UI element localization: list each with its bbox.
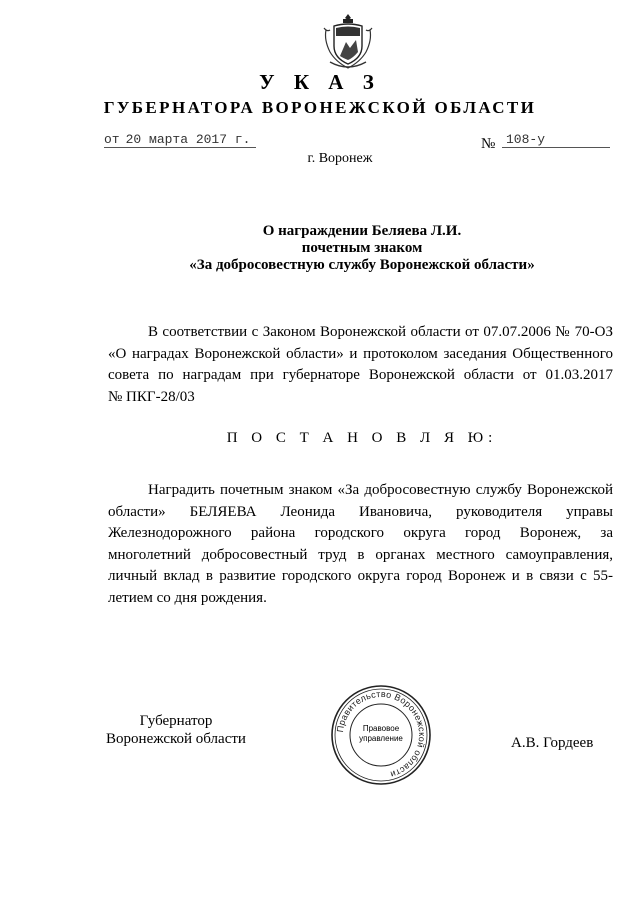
preamble-paragraph — [108, 322, 613, 408]
decree-word: П О С Т А Н О В Л Я Ю: — [226, 430, 498, 446]
number-sign: № — [481, 136, 496, 152]
signatory-position-line: Губернатор — [139, 713, 213, 729]
document-subject — [0, 223, 640, 274]
paragraph-line: В соответствии с Законом Воронежской области от 07.07.2006 № 70-ОЗ — [148, 324, 613, 340]
date-prefix: от — [104, 132, 120, 147]
stamp-inner-line: Правовое — [362, 724, 400, 733]
paragraph-line: многолетний добросовестный труд в органах местного самоуправления, — [108, 546, 613, 563]
paragraph-line: совета по наградам при губернаторе Воронежской области от 01.03.2017 — [108, 367, 613, 383]
signatory-position-line: Воронежской области — [106, 731, 246, 747]
stamp-inner-text — [352, 724, 410, 744]
paragraph-line: Железнодорожного района городского округа город Воронеж, за — [108, 525, 613, 541]
date-field — [104, 132, 256, 148]
paragraph-line: области» БЕЛЯЕВА Леонида Ивановича, руководителя управы — [108, 503, 613, 520]
document-title: У К А З — [259, 70, 381, 94]
signatory-name: А.В. Гордеев — [511, 735, 594, 751]
stamp-inner-line: управление — [359, 734, 403, 743]
coat-of-arms-emblem — [322, 12, 374, 70]
stamp-ring-text: Правительство Воронежской области — [335, 688, 428, 780]
city-name: г. Воронеж — [307, 151, 373, 166]
paragraph-line: личный вклад в развитие городского округа город Воронеж и в связи с 55- — [108, 568, 613, 584]
date-value: 20 марта 2017 г. — [125, 132, 251, 147]
paragraph-line: Наградить почетным знаком «За добросовестную службу Воронежской — [148, 482, 613, 498]
document-issuer: ГУБЕРНАТОРА ВОРОНЕЖСКОЙ ОБЛАСТИ — [103, 98, 537, 117]
signatory-position — [104, 712, 248, 748]
paragraph-line: № ПКГ-28/03 — [108, 388, 195, 405]
paragraph-line: «О наградах Воронежской области» и протоколом заседания Общественного — [108, 345, 613, 362]
subject-line: почетным знаком — [301, 240, 423, 256]
subject-line: О награждении Беляева Л.И. — [262, 223, 462, 239]
paragraph-line: летием со дня рождения. — [108, 589, 267, 606]
document-number: 108-у — [502, 132, 610, 148]
subject-line: «За добросовестную службу Воронежской области» — [189, 257, 535, 273]
decision-paragraph — [108, 480, 613, 609]
